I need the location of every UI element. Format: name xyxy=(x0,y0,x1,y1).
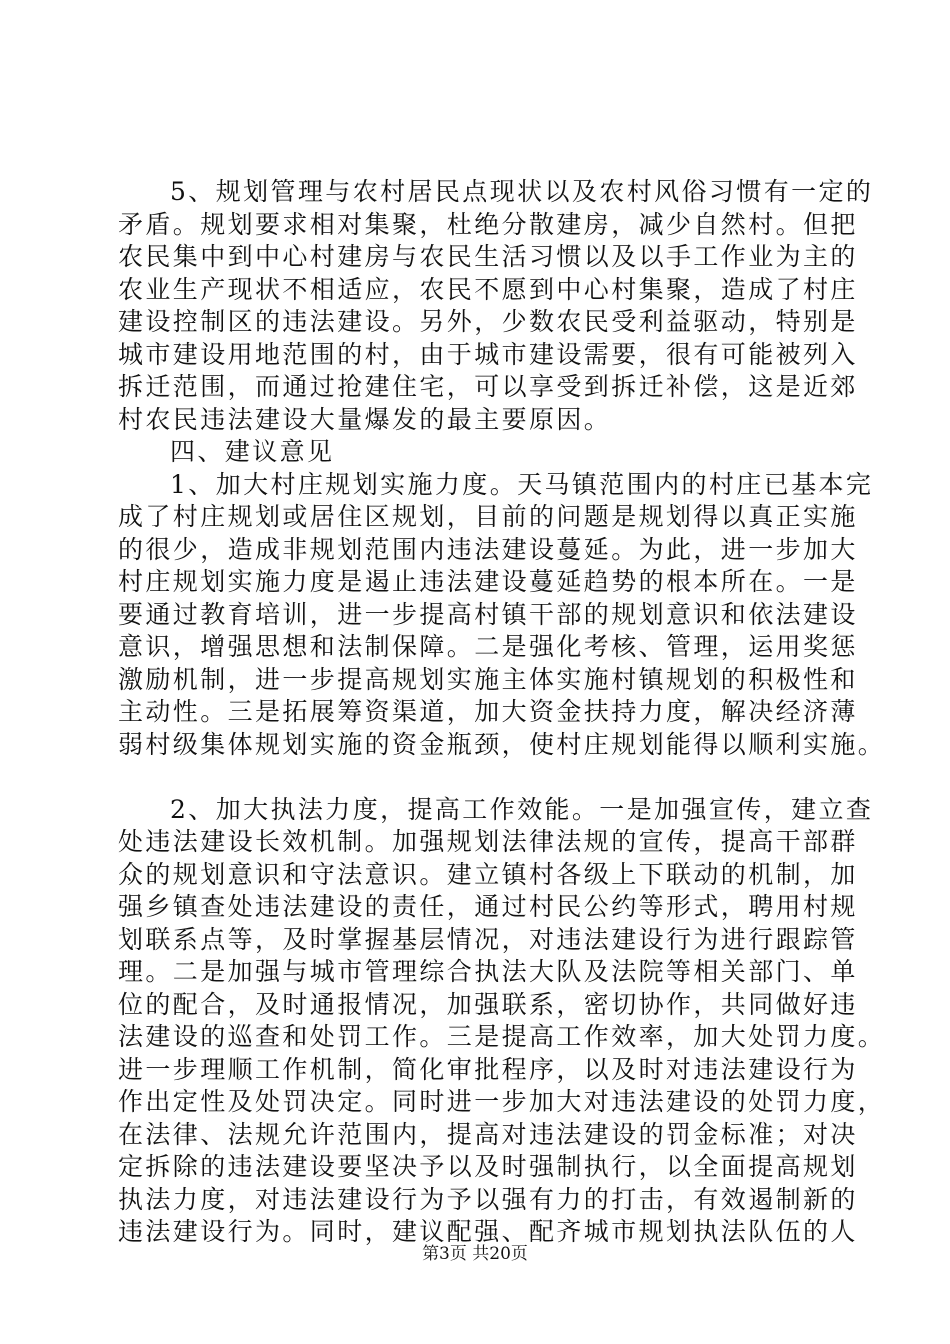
text-line: 定拆除的违法建设要坚决予以及时强制执行，以全面提高规划 xyxy=(118,1152,858,1181)
text-line: 拆迁范围，而通过抢建住宅，可以享受到拆迁补偿，这是近郊 xyxy=(118,372,858,401)
text-line: 在法律、法规允许范围内，提高对违法建设的罚金标准；对决 xyxy=(118,1119,858,1149)
text-line: 作出定性及处罚决定。同时进一步加大对违法建设的处罚力度， xyxy=(118,1087,886,1116)
text-line: 农业生产现状不相适应，农民不愿到中心村集聚，造成了村庄 xyxy=(118,274,858,304)
text-line: 法建设的巡查和处罚工作。三是提高工作效率，加大处罚力度。 xyxy=(118,1022,886,1051)
text-line: 村农民违法建设大量爆发的最主要原因。 xyxy=(118,404,612,434)
page-number-footer: 第3页 共20页 xyxy=(422,1244,528,1264)
text-line: 农民集中到中心村建房与农民生活习惯以及以手工作业为主的 xyxy=(118,242,858,271)
text-line: 2、加大执法力度，提高工作效能。一是加强宣传，建立查 xyxy=(170,794,874,824)
text-line: 理。二是加强与城市管理综合执法大队及法院等相关部门、单 xyxy=(118,957,858,986)
text-line: 城市建设用地范围的村，由于城市建设需要，很有可能被列入 xyxy=(118,339,858,369)
text-line: 划联系点等，及时掌握基层情况，对违法建设行为进行跟踪管 xyxy=(118,924,858,954)
text-line: 执法力度，对违法建设行为予以强有力的打击，有效遏制新的 xyxy=(118,1184,858,1214)
text-line: 处违法建设长效机制。加强规划法律法规的宣传，提高干部群 xyxy=(118,827,858,856)
text-line: 村庄规划实施力度是遏止违法建设蔓延趋势的根本所在。一是 xyxy=(118,567,858,596)
text-line: 成了村庄规划或居住区规划，目前的问题是规划得以真正实施 xyxy=(118,502,858,531)
text-line: 矛盾。规划要求相对集聚，杜绝分散建房，减少自然村。但把 xyxy=(118,209,858,239)
text-line: 意识，增强思想和法制保障。二是强化考核、管理，运用奖惩 xyxy=(118,632,858,661)
text-line: 激励机制，进一步提高规划实施主体实施村镇规划的积极性和 xyxy=(118,664,858,694)
text-line: 建设控制区的违法建设。另外，少数农民受利益驱动，特别是 xyxy=(118,307,858,336)
text-line: 违法建设行为。同时，建议配强、配齐城市规划执法队伍的人 xyxy=(118,1217,858,1246)
text-line: 主动性。三是拓展筹资渠道，加大资金扶持力度，解决经济薄 xyxy=(118,697,858,726)
text-line: 进一步理顺工作机制，简化审批程序，以及时对违法建设行为 xyxy=(118,1054,858,1084)
paragraph-gap xyxy=(118,761,840,794)
text-line: 的很少，造成非规划范围内违法建设蔓延。为此，进一步加大 xyxy=(118,534,858,564)
text-line: 强乡镇查处违法建设的责任，通过村民公约等形式，聘用村规 xyxy=(118,892,858,921)
section-heading: 四、建议意见 xyxy=(170,437,335,466)
text-line: 弱村级集体规划实施的资金瓶颈，使村庄规划能得以顺利实施。 xyxy=(118,729,886,759)
document-body xyxy=(118,176,886,1249)
text-line: 要通过教育培训，进一步提高村镇干部的规划意识和依法建设 xyxy=(118,599,858,629)
text-line: 1、加大村庄规划实施力度。天马镇范围内的村庄已基本完 xyxy=(170,469,874,499)
text-line: 5、规划管理与农村居民点现状以及农村风俗习惯有一定的 xyxy=(170,177,874,206)
text-line: 众的规划意识和守法意识。建立镇村各级上下联动的机制，加 xyxy=(118,859,858,889)
text-line: 位的配合，及时通报情况，加强联系，密切协作，共同做好违 xyxy=(118,989,858,1019)
